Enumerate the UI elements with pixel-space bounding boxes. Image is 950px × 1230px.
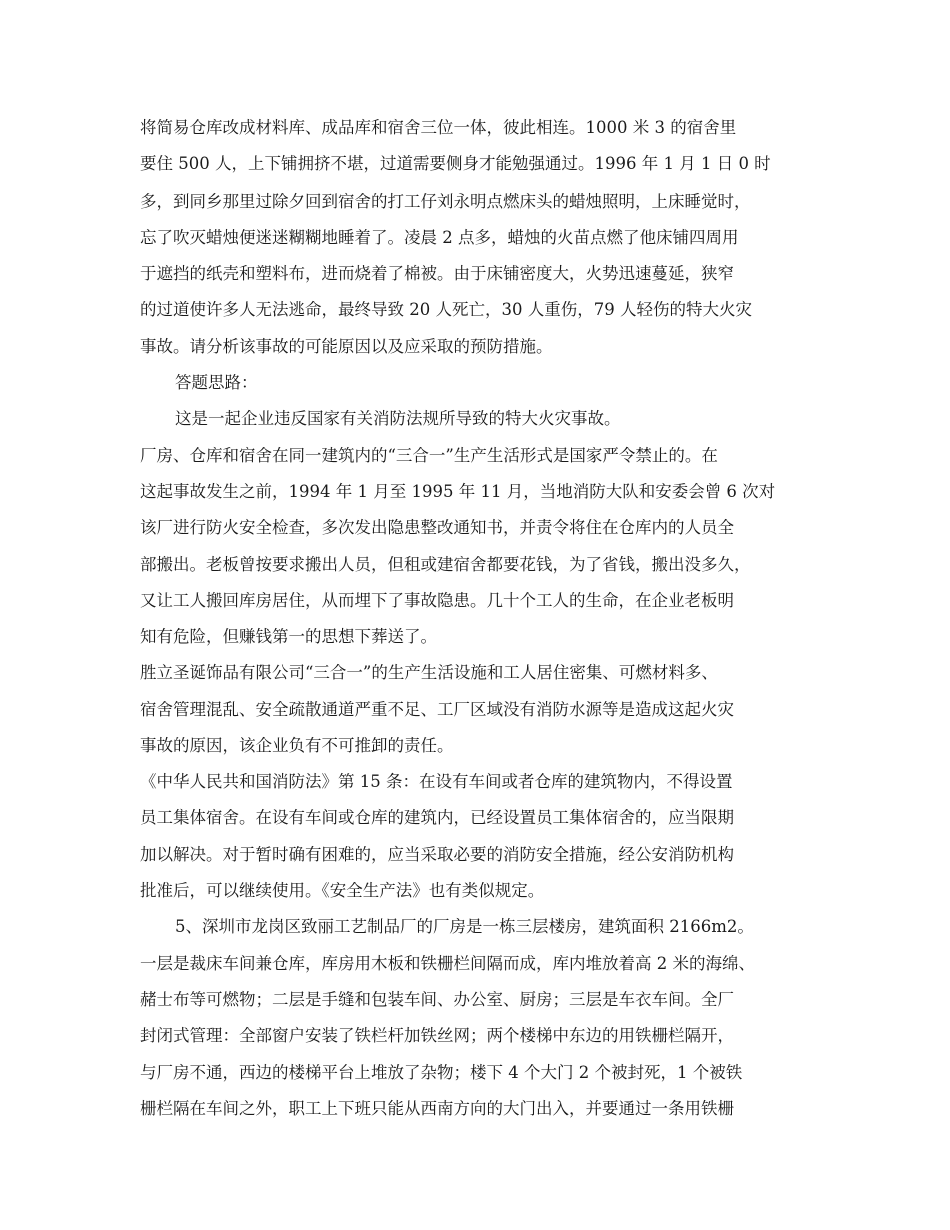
text-line-9: 这是一起企业违反国家有关消防法规所导致的特大火灾事故。 <box>175 409 621 428</box>
text-line-7: 事故。请分析该事故的可能原因以及应采取的预防措施。 <box>140 337 553 356</box>
text-line-17: 宿舍管理混乱、安全疏散通道严重不足、工厂区域没有消防水源等是造成这起火灾 <box>140 700 734 719</box>
text-line-3: 多，到同乡那里过除夕回到宿舍的打工仔刘永明点燃床头的蜡烛照明，上床睡觉时， <box>140 192 751 211</box>
text-line-20: 员工集体宿舍。在设有车间或仓库的建筑内，已经设置员工集体宿舍的，应当限期 <box>140 808 734 827</box>
text-line-6: 的过道使许多人无法逃命，最终导致 20 人死亡，30 人重伤，79 人轻伤的特大火灾 <box>140 300 752 319</box>
text-line-10: 厂房、仓库和宿舍在同一建筑内的“三合一”生产生活形式是国家严令禁止的。在 <box>140 446 718 465</box>
text-line-21: 加以解决。对于暂时确有困难的，应当采取必要的消防安全措施，经公安消防机构 <box>140 845 734 864</box>
text-line-19: 《中华人民共和国消防法》第 15 条：在设有车间或者仓库的建筑物内，不得设置 <box>140 772 733 791</box>
section-heading: 答题思路： <box>175 373 258 392</box>
text-line-18: 事故的原因，该企业负有不可推卸的责任。 <box>140 736 454 755</box>
text-line-14: 又让工人搬回库房居住，从而埋下了事故隐患。几十个工人的生命，在企业老板明 <box>140 591 734 610</box>
text-line-16: 胜立圣诞饰品有限公司“三合一”的生产生活设施和工人居住密集、可燃材料多、 <box>140 663 718 682</box>
text-line-27: 与厂房不通，西边的楼梯平台上堆放了杂物；楼下 4 个大门 2 个被封死，1 个被铁 <box>140 1063 743 1082</box>
text-line-15: 知有危险，但赚钱第一的思想下葬送了。 <box>140 627 437 646</box>
text-line-23: 5、深圳市龙岗区致丽工艺制品厂的厂房是一栋三层楼房，建筑面积 2166m2。 <box>175 917 754 936</box>
text-line-25: 赭士布等可燃物；二层是手缝和包装车间、办公室、厨房；三层是车衣车间。全厂 <box>140 990 734 1009</box>
text-line-13: 部搬出。老板曾按要求搬出人员，但租或建宿舍都要花钱，为了省钱，搬出没多久， <box>140 555 751 574</box>
text-line-28: 栅栏隔在车间之外，职工上下班只能从西南方向的大门出入，并要通过一条用铁栅 <box>140 1099 734 1118</box>
text-line-12: 该厂进行防火安全检查，多次发出隐患整改通知书，并责令将住在仓库内的人员全 <box>140 518 734 537</box>
text-line-1: 将简易仓库改成材料库、成品库和宿舍三位一体，彼此相连。1000 米 3 的宿舍里 <box>140 118 737 137</box>
text-line-11: 这起事故发生之前，1994 年 1 月至 1995 年 11 月，当地消防大队和安委会曾 6 次对 <box>140 482 776 501</box>
text-line-4: 忘了吹灭蜡烛便迷迷糊糊地睡着了。凌晨 2 点多，蜡烛的火苗点燃了他床铺四周用 <box>140 228 739 247</box>
text-line-26: 封闭式管理：全部窗户安装了铁栏杆加铁丝网；两个楼梯中东边的用铁栅栏隔开， <box>140 1026 734 1045</box>
text-line-24: 一层是裁床车间兼仓库，库房用木板和铁栅栏间隔而成，库内堆放着高 2 米的海绵、 <box>140 954 755 973</box>
text-line-5: 于遮挡的纸壳和塑料布，进而烧着了棉被。由于床铺密度大，火势迅速蔓延，狭窄 <box>140 264 734 283</box>
text-line-22: 批准后，可以继续使用。《安全生产法》也有类似规定。 <box>140 881 545 900</box>
text-line-2: 要住 500 人，上下铺拥挤不堪，过道需要侧身才能勉强通过。1996 年 1 月 1 日 0 时 <box>140 154 771 173</box>
